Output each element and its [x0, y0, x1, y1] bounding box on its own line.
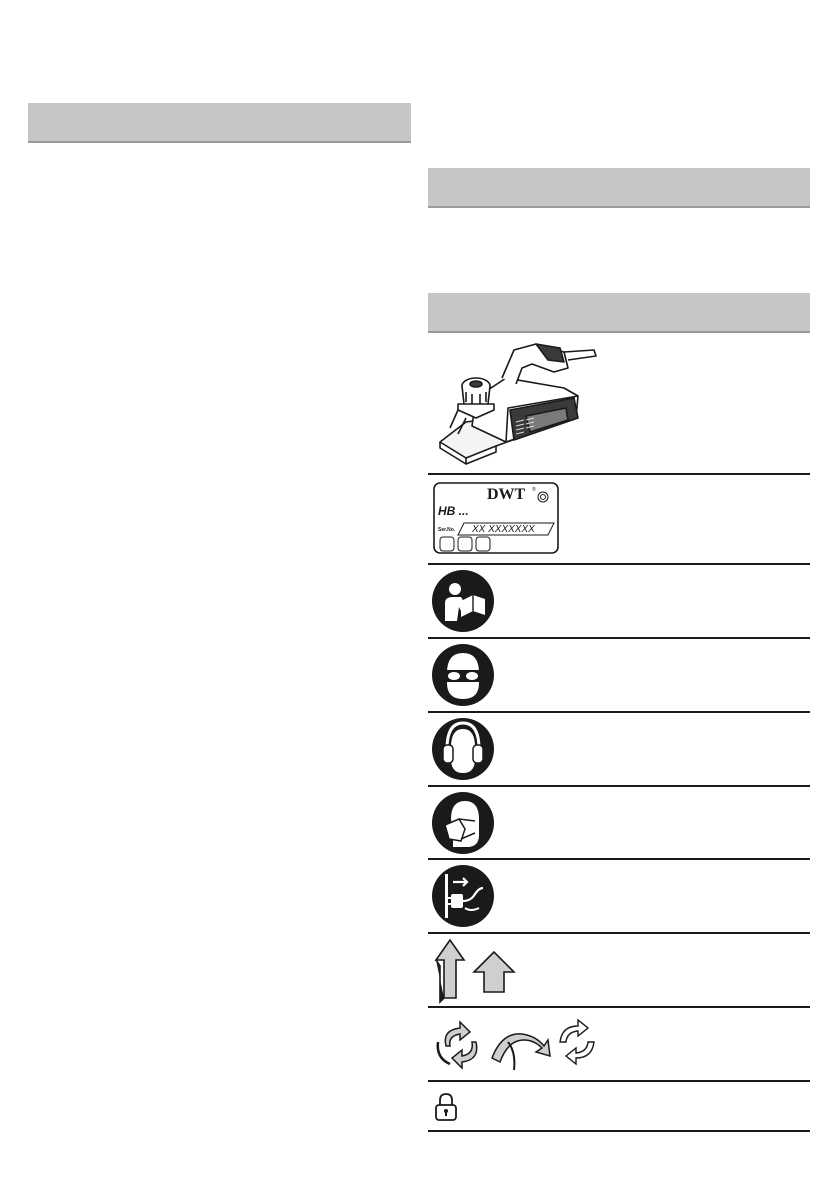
nameplate-model: HB ...: [438, 504, 469, 518]
right-section-heading-bar-1: [428, 168, 810, 208]
symbol-row-dust-mask: [428, 787, 810, 860]
symbol-row-planer: [428, 336, 810, 475]
planer-illustration-icon: [436, 338, 601, 468]
symbol-row-ear-protection: [428, 713, 810, 787]
symbol-row-nameplate: [428, 475, 810, 565]
right-section-heading-bar-2: [428, 293, 810, 333]
direction-arrows-icon: [432, 936, 532, 1004]
left-section-heading-bar: [28, 103, 411, 143]
dust-mask-icon: [431, 791, 495, 855]
symbol-row-direction-arrows: [428, 934, 810, 1008]
symbol-row-rotation-arrows: [428, 1008, 810, 1082]
symbol-row-goggles: [428, 639, 810, 713]
nameplate-registered: ®: [532, 487, 536, 493]
unplug-icon: [431, 864, 495, 928]
symbol-row-read-manual: [428, 565, 810, 639]
nameplate-serial-value: XX XXXXXXX: [472, 524, 535, 535]
padlock-icon: [434, 1092, 458, 1122]
nameplate-brand: DWT: [487, 486, 526, 503]
symbol-row-padlock: [428, 1082, 810, 1132]
nameplate-serial-label: Ser.No.: [438, 527, 456, 533]
rotation-arrows-icon: [432, 1012, 602, 1076]
symbol-row-unplug: [428, 860, 810, 934]
ear-protection-icon: [431, 717, 495, 781]
nameplate-icon: [432, 481, 560, 555]
safety-goggles-icon: [431, 643, 495, 707]
read-manual-icon: [431, 569, 495, 633]
